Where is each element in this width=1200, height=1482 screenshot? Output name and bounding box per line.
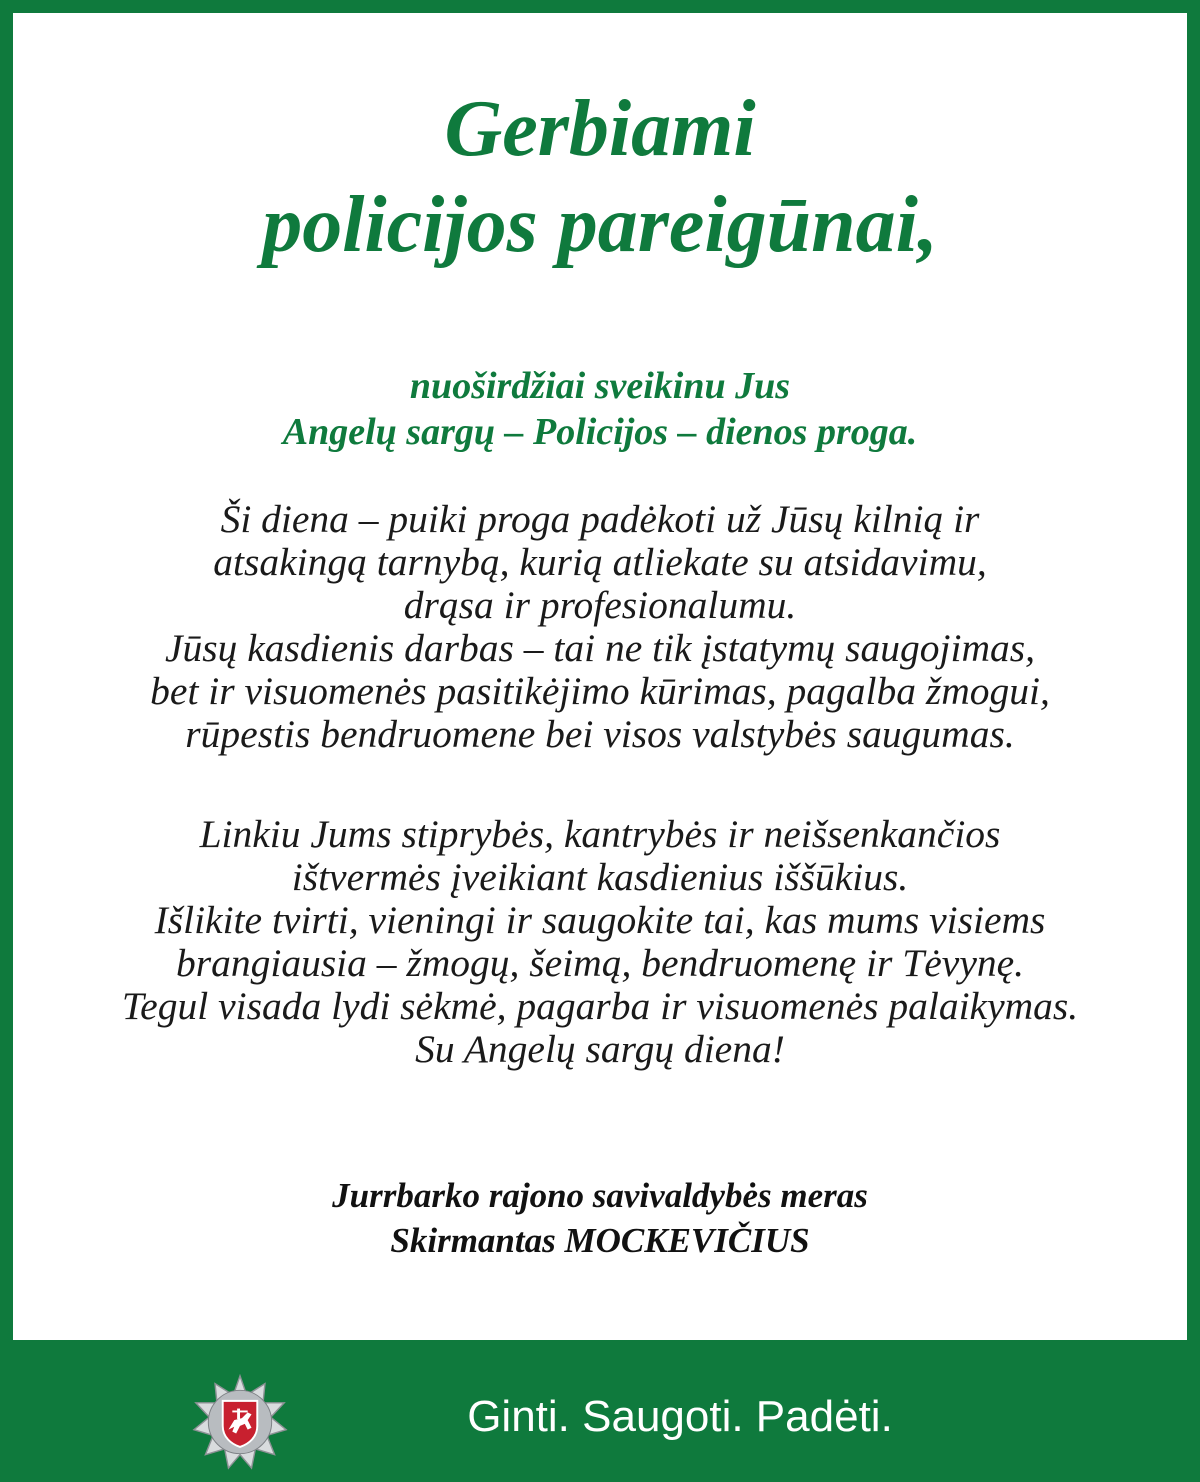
body-line: ištvermės įveikiant kasdienius iššūkius. [291, 855, 909, 899]
poster-content [13, 13, 1187, 1340]
body-paragraph-1 [13, 498, 1187, 756]
body-line: drąsa ir profesionalumu. [403, 583, 797, 627]
body-line: rūpestis bendruomene bei visos valstybės saugumas. [185, 712, 1015, 756]
footer-motto: Ginti. Saugoti. Padėti. [467, 1392, 893, 1441]
body-line: Su Angelų sargų diena! [415, 1027, 785, 1071]
greeting-text [13, 363, 1187, 455]
title-line-1: Gerbiami [444, 85, 756, 173]
body-line: bet ir visuomenės pasitikėjimo kūrimas, pagalba žmogui, [150, 669, 1050, 713]
signature-name: Skirmantas MOCKEVIČIUS [390, 1221, 810, 1260]
police-star-emblem-icon [192, 1374, 288, 1470]
greeting-line-1: nuoširdžiai sveikinu Jus [409, 365, 791, 407]
body-line: Ši diena – puiki proga padėkoti už Jūsų kilnią ir [220, 497, 980, 541]
body-line: brangiausia – žmogų, šeimą, bendruomenę ir Tėvynę. [175, 941, 1025, 985]
body-line: Jūsų kasdienis darbas – tai ne tik įstatymų saugojimas, [164, 626, 1036, 670]
page-title [13, 81, 1187, 273]
body-line: Linkiu Jums stiprybės, kantrybės ir neišsenkančios [199, 812, 1001, 856]
body-line: Tegul visada lydi sėkmė, pagarba ir visuomenės palaikymas. [121, 984, 1079, 1028]
body-line: atsakingą tarnybą, kurią atliekate su atsidavimu, [213, 540, 987, 584]
title-line-2: policijos pareigūnai, [262, 181, 938, 269]
signature-position: Jurrbarko rajono savivaldybės meras [332, 1176, 868, 1215]
greeting-line-2: Angelų sargų – Policijos – dienos proga. [282, 411, 918, 453]
signature-block [13, 1173, 1187, 1263]
body-paragraph-2 [13, 813, 1187, 1071]
footer-bar [0, 1340, 1200, 1482]
body-line: Išlikite tvirti, vieningi ir saugokite tai, kas mums visiems [154, 898, 1046, 942]
